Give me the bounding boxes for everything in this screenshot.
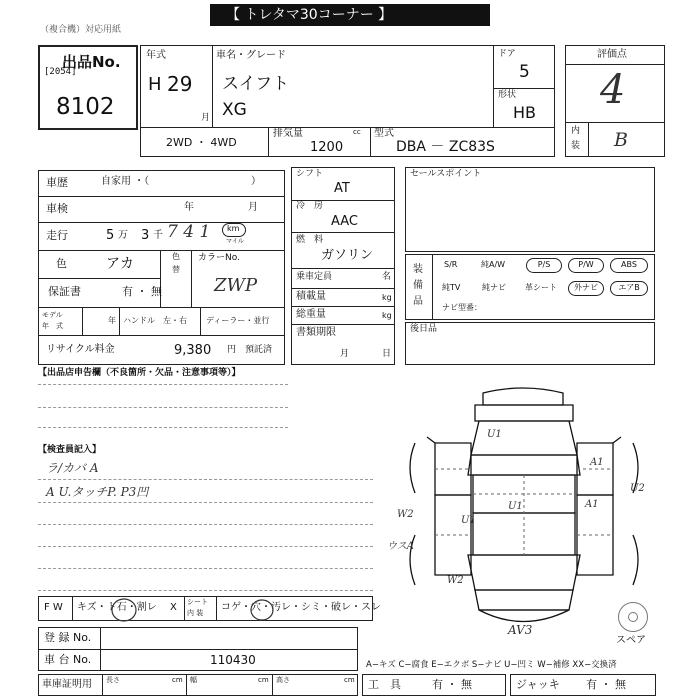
color-no-label: カラーNo. (198, 253, 240, 263)
month-label: 月 (201, 113, 211, 123)
ac-label: 冷 房 (296, 201, 324, 211)
height-unit: cm (344, 676, 355, 684)
height-label: 高さ (276, 676, 290, 684)
load-unit: kg (382, 293, 392, 302)
mileage-man-unit: 万 (118, 230, 128, 241)
equip-tv: 純TV (442, 283, 461, 292)
reki-label: 車歴 (46, 176, 68, 189)
shift-label: シフト (296, 169, 324, 179)
length-label: 長さ (106, 676, 120, 684)
model-label: 型式 (374, 128, 394, 139)
header-banner-text: 【 トレタマ30コーナー 】 (226, 7, 393, 23)
interior-grade: B (614, 129, 628, 151)
model-year-label-2: 年 式 (42, 322, 63, 330)
car-damage-diagram (387, 385, 655, 640)
shaken-month-label: 月 (248, 202, 258, 213)
equip-power-windows: P/W (568, 258, 604, 273)
shape-label: 形状 (498, 90, 517, 100)
navi-model-label: ナビ型番： (442, 303, 482, 312)
recycle-deposit: 預託済 (245, 345, 273, 355)
doors-value: 5 (519, 62, 530, 82)
equip-sr: S/R (444, 260, 458, 269)
warranty-value: 有 ・ 無 (122, 285, 162, 298)
expiry-month: 月 (340, 349, 350, 359)
inspector-label: 【検査員記入】 (38, 445, 102, 455)
displacement-label: 排気量 (273, 128, 303, 139)
color-change-2: 替 (172, 265, 180, 274)
capacity-label: 乗車定員 (296, 272, 333, 282)
damage-note: A1 (585, 499, 599, 510)
recycle-unit: 円 (227, 345, 237, 355)
tools-label: 工 具 (368, 678, 401, 691)
damage-note-av3: AV3 (508, 623, 533, 637)
door-label: ドア (498, 49, 516, 59)
gross-label: 総重量 (296, 309, 326, 320)
name-label: 車名・グレード (216, 50, 286, 61)
mileage-label: 走行 (46, 229, 68, 242)
equipment-label-2: 備 (413, 280, 423, 291)
color-value: アカ (106, 256, 134, 272)
spare-label: スペア (616, 635, 646, 646)
car-name: スイフト (222, 74, 290, 94)
year-era: H (148, 74, 162, 95)
year-label: 年式 (146, 50, 166, 61)
model-year-label-1: モデル (42, 311, 63, 319)
equip-power-steering: P/S (526, 258, 562, 273)
fw-x: X (170, 602, 177, 613)
remarks-label: 【出品店申告欄（不良箇所・欠品・注意事項等）】 (38, 368, 241, 378)
color-label: 色 (56, 257, 67, 270)
displacement-value: 1200 (310, 140, 344, 155)
jack-value: 有 ・ 無 (586, 678, 626, 691)
damage-note: W2 (447, 575, 464, 586)
damage-note: U1 (487, 429, 502, 440)
mile-label: マイル (226, 238, 244, 245)
dealer-label: ディーラー・並行 (206, 316, 270, 325)
recycle-label: リサイクル料金 (46, 344, 115, 355)
expiry-day: 日 (382, 349, 392, 359)
chassis-value: 110430 (210, 653, 256, 667)
interior-label-1: 内 (571, 126, 581, 136)
gross-unit: kg (382, 311, 392, 320)
rating-label: 評価点 (597, 49, 627, 60)
lot-number: 8102 (56, 94, 115, 120)
damage-note: U2 (630, 483, 645, 494)
inspector-line-1: ラ/カバ A (46, 461, 99, 475)
damage-legend: A−キズ C−腐食 E−エクボ S−ナビ U−凹ミ W−補修 XX−交換済 (366, 660, 617, 670)
tools-value: 有 ・ 無 (432, 678, 472, 691)
interior-label-2: 装 (571, 141, 581, 151)
sales-point-box (405, 167, 655, 252)
after-delivery-box (405, 322, 655, 365)
rating-score: 4 (600, 67, 626, 113)
registration-label: 登 録 No. (44, 631, 92, 644)
chassis-label: 車 台 No. (44, 653, 92, 666)
inspector-line-2: A U.タッチP. P3凹 (46, 485, 149, 499)
equip-alloy-wheels: 純A/W (481, 260, 506, 269)
seat-text: コゲ・穴・汚レ・シミ・破レ・スレ (221, 602, 381, 613)
equip-factory-navi: 純ナビ (482, 283, 506, 292)
handle-label: ハンドル 左・右 (123, 316, 187, 325)
fuel-label: 燃 料 (296, 235, 324, 245)
load-label: 積載量 (296, 291, 326, 302)
width-label: 幅 (190, 676, 197, 684)
shaken-label: 車検 (46, 202, 68, 215)
capacity-unit: 名 (382, 272, 392, 282)
jack-label: ジャッキ (516, 678, 560, 691)
km-label: km (227, 224, 240, 233)
shaken-year-label: 年 (184, 202, 194, 213)
sales-point-label: セールスポイント (410, 169, 482, 179)
mileage-sen: 3 (141, 228, 150, 243)
damage-note: ウスA (387, 541, 414, 552)
expiry-label: 書類期限 (296, 327, 336, 338)
cc-label: cc (353, 128, 361, 136)
drive-value: 2WD ・ 4WD (166, 136, 237, 149)
shift-value: AT (334, 181, 350, 196)
mileage-sen-unit: 千 (153, 230, 163, 241)
seat-label-2: 内 装 (187, 609, 204, 617)
car-grade: XG (222, 100, 247, 120)
reki-close: ） (251, 176, 261, 187)
lot-label: 出品No. (62, 53, 121, 71)
reki-value: 自家用 ・（ (101, 176, 150, 187)
shape-value: HB (513, 103, 537, 122)
seat-label-1: シート (187, 598, 208, 606)
width-unit: cm (258, 676, 269, 684)
lot-stamp: [2054] (44, 67, 77, 77)
equip-airbag: エアB (610, 281, 648, 296)
damage-note: U1 (508, 501, 523, 512)
top-note: （複合機）対応用紙 (40, 25, 122, 35)
year-value: 29 (167, 72, 193, 96)
equip-leather: 革シート (525, 283, 557, 292)
equipment-label-1: 装 (413, 264, 423, 275)
equip-abs: ABS (610, 258, 648, 273)
fuel-value: ガソリン (321, 248, 374, 263)
model-year-unit: 年 (108, 316, 116, 325)
length-unit: cm (172, 676, 183, 684)
equipment-label-3: 品 (413, 296, 423, 307)
fw-text: キズ・ト石・割レ (77, 602, 157, 613)
damage-note: A1 (590, 457, 604, 468)
warranty-label: 保証書 (48, 285, 81, 298)
damage-note: W2 (397, 509, 414, 520)
model-value: DBA － ZC83S (396, 139, 495, 155)
mileage-man: 5 (106, 228, 115, 243)
garage-cert-label: 車庫証明用 (42, 679, 92, 690)
recycle-value: 9,380 (174, 343, 212, 358)
damage-note: U1 (461, 515, 476, 526)
fw-label: F W (44, 602, 63, 613)
after-delivery-label: 後日品 (410, 324, 438, 334)
ac-value: AAC (331, 214, 358, 229)
mileage-handwritten: 7 4 1 (167, 222, 211, 242)
equip-aftermarket-navi: 外ナビ (568, 281, 604, 296)
color-change-1: 色 (172, 252, 180, 261)
color-no-value: ZWP (214, 275, 258, 296)
